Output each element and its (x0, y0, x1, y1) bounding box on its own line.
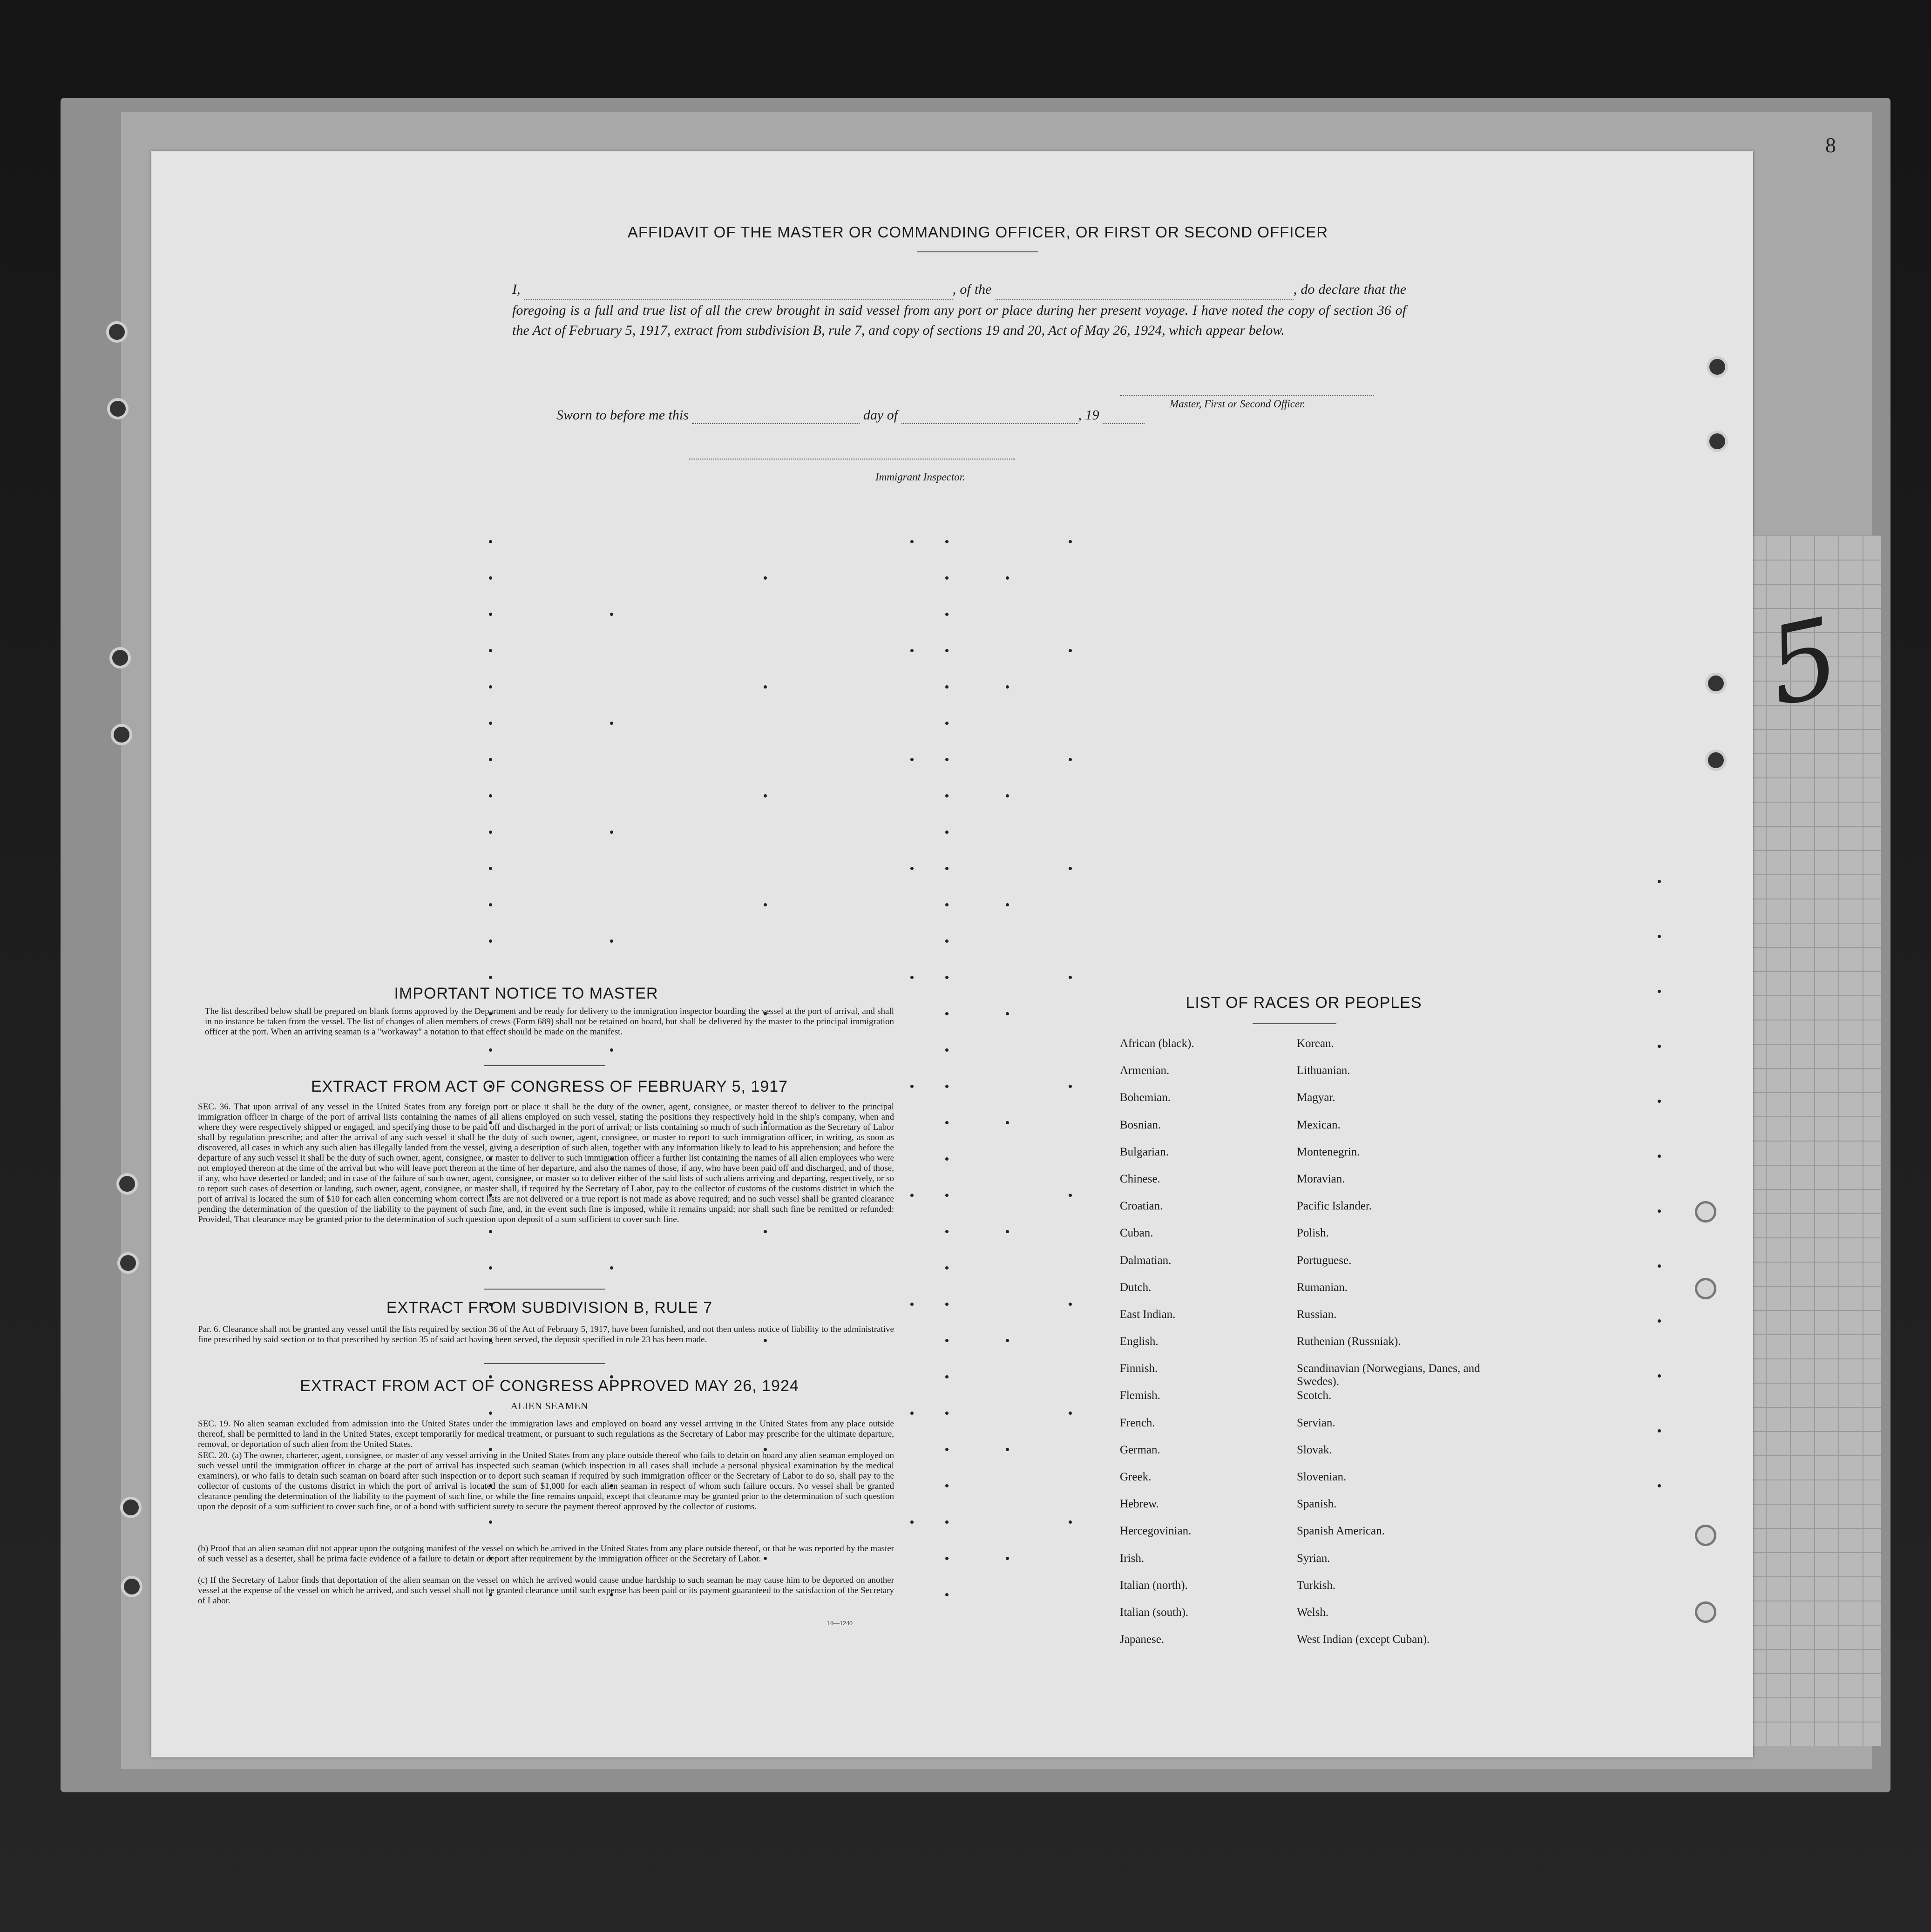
guide-dot (489, 722, 492, 725)
guide-dot (1006, 1557, 1009, 1560)
guide-dot (1006, 1339, 1009, 1342)
guide-dot (1658, 1484, 1661, 1487)
race-item: Welsh. (1297, 1606, 1329, 1619)
guide-dot (945, 867, 949, 870)
binder-hole (116, 1173, 138, 1195)
guide-dot (764, 1230, 767, 1233)
notice-text: The list described below shall be prepared on blank forms approved by the Department and be ready for delivery to the immigration inspector boarding the vessel at the port of arrival, and shall in no instance be taken from the vessel. The list of changes of alien members of crews (Form 689) shall not be retained on board, but shall be delivered by the master to the principal immigration officer at the port. When an arriving seaman is a "workaway" a notation to that effect should be made on the manifest. (205, 1007, 894, 1037)
race-item: Lithuanian. (1297, 1064, 1350, 1077)
race-item: Japanese. (1120, 1633, 1165, 1646)
declaration-do-declare: , do declare (1293, 282, 1360, 297)
corner-page-number: 8 (1825, 133, 1836, 157)
guide-dot (945, 1412, 949, 1415)
race-item: Cuban. (1120, 1227, 1153, 1240)
guide-dot (1006, 1012, 1009, 1015)
guide-dot (489, 1048, 492, 1052)
guide-dot (945, 1012, 949, 1015)
guide-dot (910, 649, 914, 652)
guide-dot (1069, 1520, 1072, 1524)
guide-dot (1069, 1412, 1072, 1415)
extract-1917-text: SEC. 36. That upon arrival of any vessel in the United States from any foreign port or place it shall be the duty of the owner, agent, consignee, or master thereof to deliver to the principal immigration officer in charge of the port of arrival lists containing the names of all aliens employed on such vessel, stating the positions they respectively hold in the ship's company, when and where they were respectively shipped or engaged, and specifying those to be paid off and discharged in the port of arrival; or lists containing so much of such information as the Secretary of Labor shall by regulation prescribe; and after the arrival of any such vessel it shall be the duty of such owner, agent, consignee, or master to report to such immigration officer, in writing, as soon as discovered, all cases in which any such alien has illegally landed from the vessel, giving a description of such alien, together with any information likely to lead to his apprehension; and before the departure of any such vessel it shall be the duty of such owner, agent, consignee, or master to deliver to such immigration officer a further list containing the names of all alien employees who were not employed thereon at the time of the arrival but who will leave port thereon at the time of her departure, and also the names of those, if any, who have been paid off and discharged, and of those, if any, who have deserted or landed; and in case of the failure of such owner, agent, consignee, or master so to deliver either of the said lists of such aliens arriving and departing, respectively, or so to report such cases of desertion or landing, such owner, agent, consignee, or master shall, if required by the Secretary of Labor, pay to the collector of customs of the customs district in which the port of arrival is located the sum of $10 for each alien concerning whom correct lists are not delivered or a true report is not made as above required; and no such vessel shall be granted clearance pending the determination of the question of the liability to the payment of such fine, and, in the event such fine is imposed, while it remains unpaid; nor shall such fine be remitted or refunded: Provided, That clearance may be granted prior to the determination of such question upon deposit of a sum sufficient to cover such fine. (198, 1102, 894, 1224)
sworn-day-of: day of (863, 407, 898, 423)
guide-dot (1069, 1303, 1072, 1306)
race-item: Moravian. (1297, 1172, 1345, 1185)
guide-dot (610, 831, 613, 834)
race-item: Polish. (1297, 1227, 1329, 1240)
guide-dot (945, 1230, 949, 1233)
guide-dot (945, 758, 949, 761)
guide-dot (910, 1520, 914, 1524)
race-item: Portuguese. (1297, 1254, 1352, 1267)
guide-dot (489, 1266, 492, 1270)
guide-dot (1069, 976, 1072, 979)
guide-dot (1658, 1374, 1661, 1378)
guide-dot (1069, 1085, 1072, 1088)
sworn-month-blank[interactable] (901, 407, 1078, 424)
race-item: Armenian. (1120, 1064, 1170, 1077)
binder-hole (121, 1576, 142, 1597)
guide-dot (910, 1194, 914, 1197)
guide-dot (1006, 1230, 1009, 1233)
binder-hole (1695, 1278, 1716, 1299)
declaration-body: that the foregoing is a full and true list of all the crew brought in said vessel from any port or place during her present voyage. I have noted the copy of section 36 of the Act of February 5, 1917, extract from subdivision B, rule 7, and copy of sections 19 and 20, Act of May 26, 1924, which appear below. (512, 282, 1407, 338)
section-rule (484, 1065, 605, 1066)
race-item: Scotch. (1297, 1389, 1332, 1402)
guide-dot (945, 649, 949, 652)
guide-dot (1006, 1121, 1009, 1124)
guide-dot (764, 685, 767, 689)
guide-dot (489, 831, 492, 834)
guide-dot (1006, 1448, 1009, 1451)
guide-dot (489, 903, 492, 906)
guide-dot (945, 903, 949, 906)
guide-dot (610, 613, 613, 616)
affidavit-title: AFFIDAVIT OF THE MASTER OR COMMANDING OFFICER, OR FIRST OR SECOND OFFICER (627, 223, 1328, 241)
vessel-blank[interactable] (996, 279, 1294, 300)
race-item: Slovenian. (1297, 1471, 1347, 1483)
race-item: Italian (north). (1120, 1579, 1188, 1592)
sworn-year: , 19 (1078, 407, 1099, 423)
guide-dot (945, 1194, 949, 1197)
binder-hole (1707, 356, 1728, 378)
guide-dot (945, 1048, 949, 1052)
guide-dot (489, 758, 492, 761)
race-item: West Indian (except Cuban). (1297, 1633, 1430, 1646)
guide-dot (489, 939, 492, 943)
guide-dot (489, 1412, 492, 1415)
sec20b-text: (b) Proof that an alien seaman did not appear upon the outgoing manifest of the vessel on which he arrived in the United States from any place outside thereof, or that he was reported by the master of such vessel as a deserter, shall be prima facie evidence of a failure to detain or deport after requirement by the immigration officer or the Secretary of Labor. (198, 1544, 894, 1564)
guide-dot (1658, 1209, 1661, 1213)
guide-dot (1658, 880, 1661, 883)
sworn-year-blank[interactable] (1103, 407, 1145, 424)
guide-dot (945, 1593, 949, 1596)
guide-dot (489, 976, 492, 979)
guide-dot (910, 540, 914, 543)
form-number: 14—1240 (827, 1620, 853, 1627)
race-item: English. (1120, 1335, 1159, 1348)
extract-rule7-title: EXTRACT FROM SUBDIVISION B, RULE 7 (386, 1299, 713, 1317)
guide-dot (945, 1157, 949, 1161)
guide-dot (945, 1121, 949, 1124)
race-item: Ruthenian (Russniak). (1297, 1335, 1401, 1348)
race-item: Servian. (1297, 1416, 1335, 1429)
guide-dot (1069, 649, 1072, 652)
guide-dot (489, 576, 492, 580)
race-item: Croatian. (1120, 1200, 1163, 1213)
race-item: Finnish. (1120, 1362, 1158, 1375)
section-rule (484, 1363, 605, 1364)
race-item: Bohemian. (1120, 1091, 1171, 1104)
sworn-prefix: Sworn to before me this (556, 407, 689, 423)
guide-dot (945, 976, 949, 979)
guide-dot (945, 1375, 949, 1378)
guide-dot (910, 867, 914, 870)
guide-dot (610, 1048, 613, 1052)
race-item: African (black). (1120, 1037, 1194, 1050)
race-item: Pacific Islander. (1297, 1200, 1372, 1213)
guide-dot (945, 1266, 949, 1270)
declaration-paragraph (512, 279, 1406, 340)
races-title-rule (1253, 1023, 1336, 1024)
guide-dot (945, 1303, 949, 1306)
guide-dot (1069, 540, 1072, 543)
race-item: Scandinavian (Norwegians, Danes, and Swedes). (1297, 1362, 1480, 1388)
guide-dot (1658, 1429, 1661, 1432)
guide-dot (610, 939, 613, 943)
guide-dot (764, 794, 767, 797)
binder-hole (106, 321, 128, 343)
guide-dot (1658, 1264, 1661, 1268)
guide-dot (910, 1303, 914, 1306)
guide-dot (1658, 990, 1661, 993)
race-item: French. (1120, 1416, 1155, 1429)
guide-dot (910, 758, 914, 761)
guide-dot (1658, 935, 1661, 938)
guide-dot (945, 540, 949, 543)
declaration-of-the: , of the (952, 282, 992, 297)
race-item: Chinese. (1120, 1172, 1160, 1185)
sworn-line (556, 407, 1145, 424)
guide-dot (945, 939, 949, 943)
race-item: Flemish. (1120, 1389, 1160, 1402)
race-item: Slovak. (1297, 1443, 1332, 1456)
guide-dot (1069, 867, 1072, 870)
guide-dot (945, 685, 949, 689)
guide-dot (945, 1520, 949, 1524)
binder-hole (1695, 1601, 1716, 1623)
race-item: Greek. (1120, 1471, 1152, 1483)
guide-dot (1006, 576, 1009, 580)
race-item: Turkish. (1297, 1579, 1336, 1592)
race-item: East Indian. (1120, 1308, 1176, 1321)
master-signature-line[interactable] (1120, 395, 1374, 396)
guide-dot (1006, 794, 1009, 797)
guide-dot (910, 1412, 914, 1415)
guide-dot (489, 685, 492, 689)
binder-hole (1705, 673, 1727, 694)
races-right-column (1297, 1037, 1492, 1660)
race-item: Dutch. (1120, 1281, 1152, 1294)
sec20c-text: (c) If the Secretary of Labor finds that deportation of the alien seaman on the vessel on which he arrived would cause undue hardship to such seaman he may cause him to be deported on another vessel at the expense of the vessel on which he arrived, and such vessel shall not be granted clearance until such expense has been paid or its payment guaranteed to the satisfaction of the Secretary of Labor. (198, 1575, 894, 1606)
extract-1924-title: EXTRACT FROM ACT OF CONGRESS APPROVED MAY 26, 1924 (300, 1377, 799, 1395)
race-item: Russian. (1297, 1308, 1337, 1321)
guide-dot (1069, 758, 1072, 761)
sec19-text: SEC. 19. No alien seaman excluded from admission into the United States under the immigration laws and employed on board any vessel arriving in the United States from any place outside thereof, shall be permitted to land in the United States, except temporarily for medical treatment, or pursuant to such regulations as the Secretary of Labor may prescribe for the ultimate departure, removal, or deportation of such alien from the United States. (198, 1419, 894, 1449)
binder-hole (111, 724, 132, 745)
notice-title: IMPORTANT NOTICE TO MASTER (394, 985, 658, 1002)
guide-dot (945, 1484, 949, 1487)
guide-dot (489, 794, 492, 797)
guide-dot (1069, 1194, 1072, 1197)
race-item: Hercegovinian. (1120, 1525, 1192, 1538)
guide-dot (489, 1230, 492, 1233)
race-item: Spanish American. (1297, 1525, 1385, 1538)
affidavit-form-page (151, 151, 1753, 1757)
guide-dot (610, 1266, 613, 1270)
race-item: Syrian. (1297, 1552, 1330, 1565)
declaration-i: I, (512, 282, 521, 297)
guide-dot (489, 1520, 492, 1524)
binder-hole (107, 398, 129, 419)
guide-dot (764, 576, 767, 580)
title-rule (917, 251, 1038, 252)
guide-dot (489, 649, 492, 652)
race-item: Bosnian. (1120, 1118, 1161, 1131)
guide-dot (945, 576, 949, 580)
guide-dot (1658, 1045, 1661, 1048)
race-item: Bulgarian. (1120, 1145, 1169, 1158)
guide-dot (1006, 685, 1009, 689)
guide-dot (910, 976, 914, 979)
inspector-signature-label: Immigrant Inspector. (875, 471, 965, 483)
race-item: Magyar. (1297, 1091, 1335, 1104)
guide-dot (945, 722, 949, 725)
guide-dot (945, 1448, 949, 1451)
sec20a-text: SEC. 20. (a) The owner, charterer, agent, consignee, or master of any vessel arriving in the United States from any place outside thereof who fails to detain on board any alien seaman employed on such vessel until the immigration officer in charge at the port of arrival has inspected such seaman (which inspection in all cases shall include a personal physical examination by the medical examiners), or who fails to detain such seaman on board after such inspection or to deport such seaman if required by such immigration officer or the Secretary of Labor to do so, shall pay to the collector of customs of the customs district in which the port of arrival is located the sum of $1,000 for each alien seaman in respect of whom such failure occurs. No vessel shall be granted clearance pending the determination of the liability to the payment of such fine, or while the fine remains unpaid, except that clearance may be granted prior to the determination of such question upon the deposit of a sum sufficient to cover such fine, or of a bond with sufficient surety to secure the payment thereof approved by the collector of customs. (198, 1451, 894, 1512)
alien-seamen-subtitle: ALIEN SEAMEN (510, 1400, 589, 1412)
guide-dot (1658, 1100, 1661, 1103)
binder-hole (1707, 431, 1728, 452)
guide-dot (1658, 1155, 1661, 1158)
guide-dot (489, 867, 492, 870)
guide-dot (945, 1557, 949, 1560)
guide-dot (489, 540, 492, 543)
race-item: Irish. (1120, 1552, 1145, 1565)
guide-dot (1658, 1319, 1661, 1323)
race-item: Mexican. (1297, 1118, 1341, 1131)
guide-dot (764, 903, 767, 906)
binder-hole (1695, 1201, 1716, 1223)
section-rule (484, 1289, 605, 1290)
name-blank[interactable] (524, 279, 953, 300)
race-item: Rumanian. (1297, 1281, 1348, 1294)
race-item: German. (1120, 1443, 1160, 1456)
races-left-column (1120, 1037, 1287, 1660)
guide-dot (945, 831, 949, 834)
binder-hole (117, 1252, 139, 1274)
extract-1917-title: EXTRACT FROM ACT OF CONGRESS OF FEBRUARY 5, 1917 (311, 1078, 788, 1095)
handwritten-margin-mark: 5 (1757, 594, 1850, 731)
binder-hole (109, 647, 131, 669)
race-item: Italian (south). (1120, 1606, 1189, 1619)
binder-hole (1705, 750, 1727, 771)
race-item: Hebrew. (1120, 1498, 1159, 1511)
guide-dot (1006, 903, 1009, 906)
guide-dot (945, 1085, 949, 1088)
master-signature-label: Master, First or Second Officer. (1170, 398, 1306, 410)
sworn-day-blank[interactable] (692, 407, 860, 424)
guide-dot (945, 613, 949, 616)
guide-dot (945, 1339, 949, 1342)
races-title: LIST OF RACES OR PEOPLES (1186, 994, 1422, 1012)
race-item: Korean. (1297, 1037, 1334, 1050)
guide-dot (945, 794, 949, 797)
race-item: Spanish. (1297, 1498, 1337, 1511)
binder-hole (120, 1497, 142, 1518)
guide-dot (610, 722, 613, 725)
extract-rule7-text: Par. 6. Clearance shall not be granted any vessel until the lists required by section 36 of the Act of February 5, 1917, have been furnished, and not then unless notice of liability to the administrative fine prescribed by said section or to that prescribed by section 35 of said act having been served, the deposit specified in rule 23 has been made. (198, 1324, 894, 1344)
race-item: Dalmatian. (1120, 1254, 1172, 1267)
race-item: Montenegrin. (1297, 1145, 1360, 1158)
guide-dot (910, 1085, 914, 1088)
binder-hole (1695, 1525, 1716, 1546)
guide-dot (489, 613, 492, 616)
